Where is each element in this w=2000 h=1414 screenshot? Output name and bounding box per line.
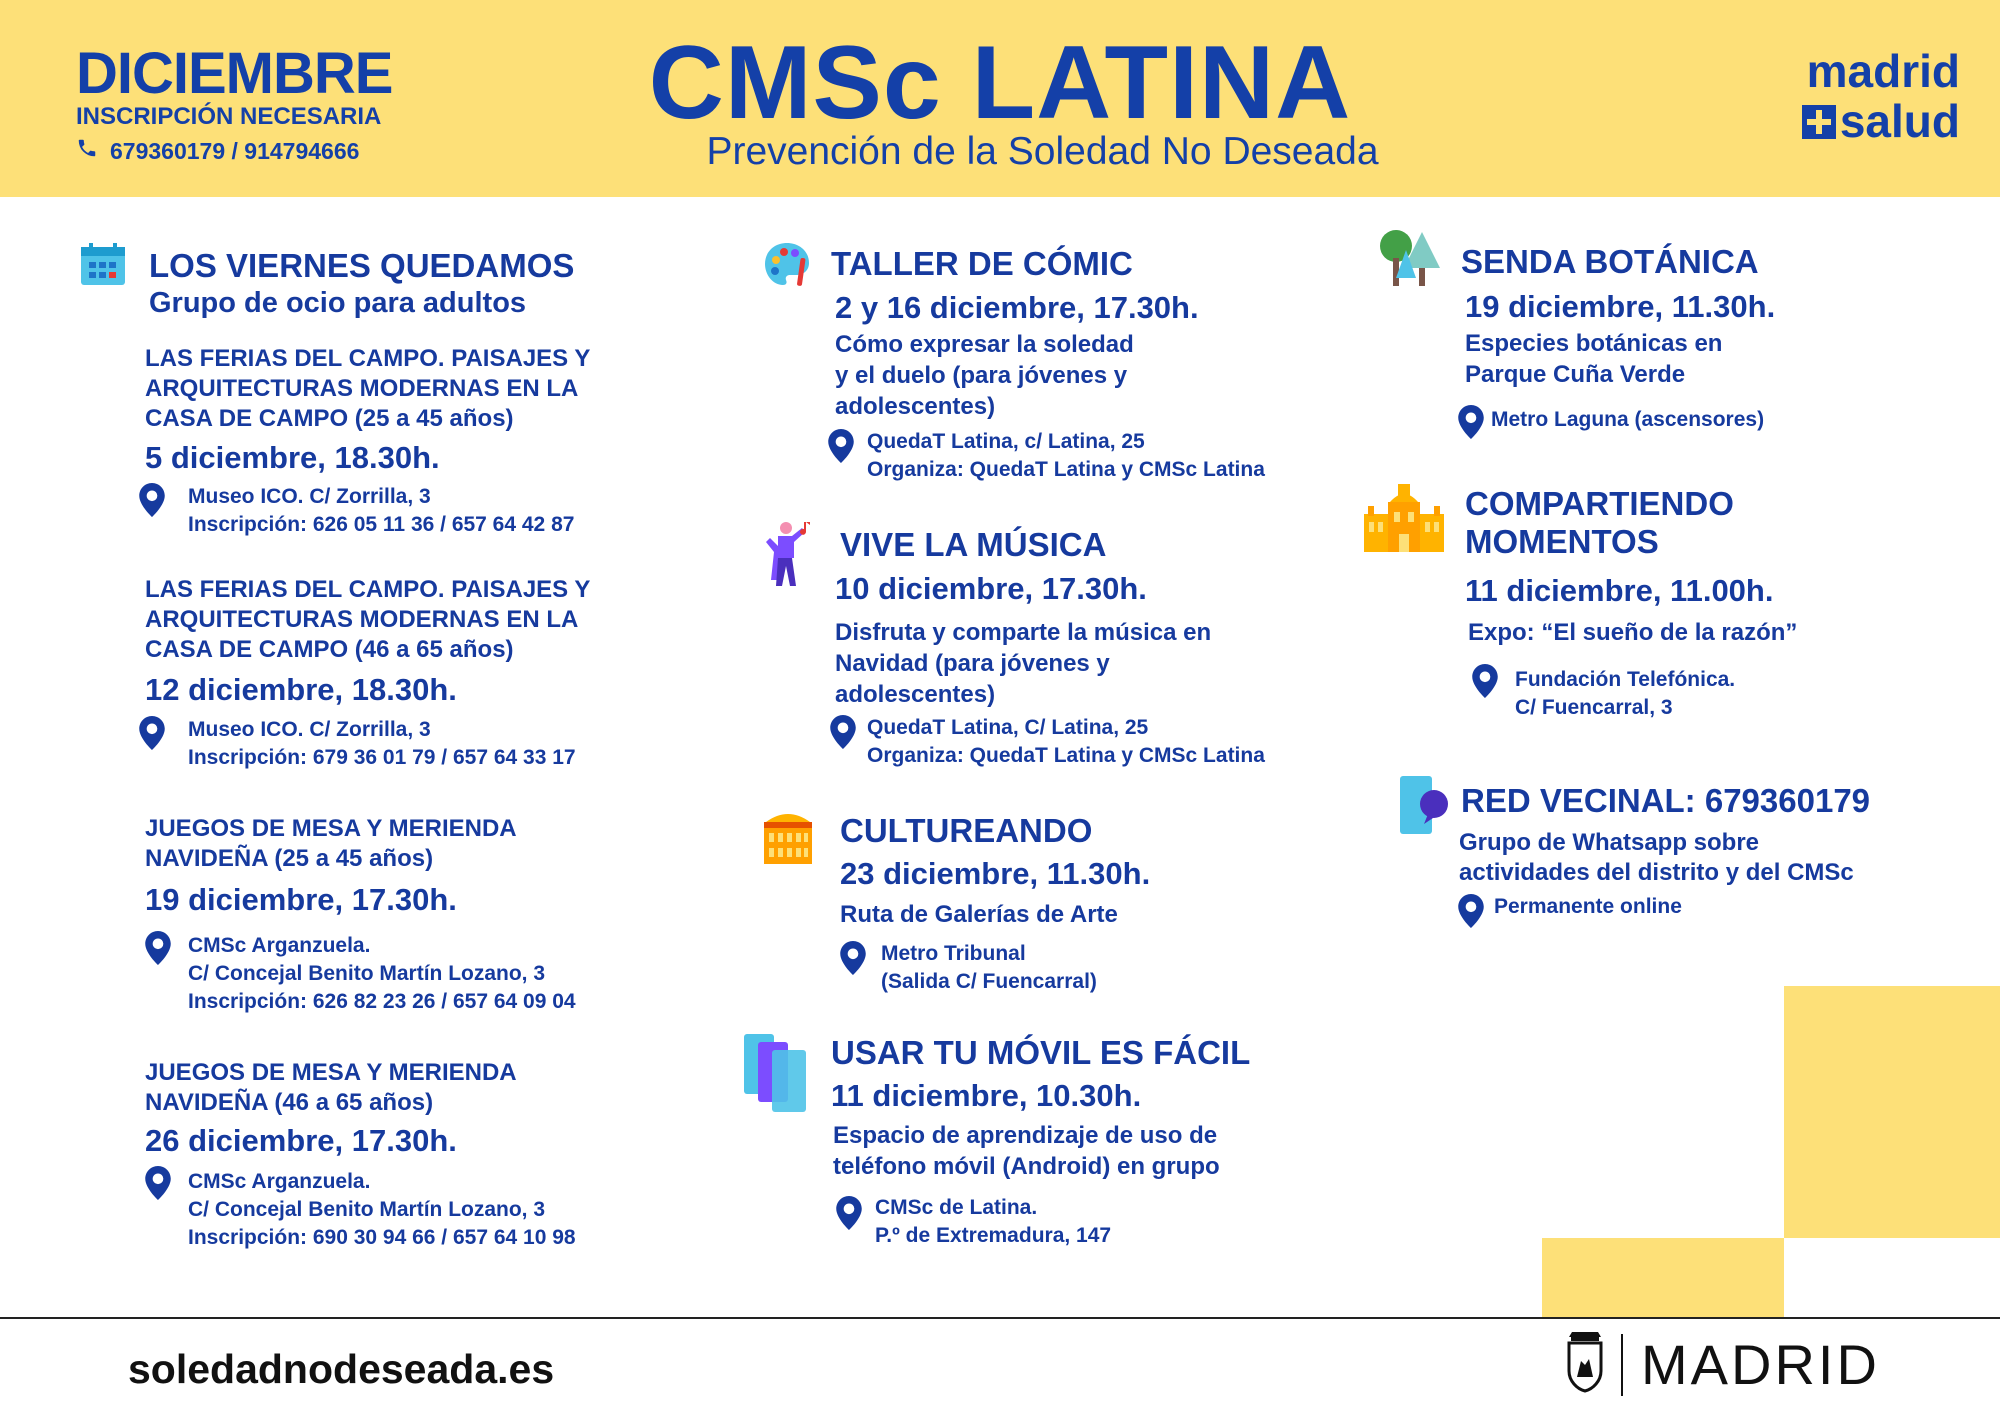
event-title-line: CASA DE CAMPO (25 a 45 años) [145, 405, 514, 432]
event-location: Inscripción: 626 82 23 26 / 657 64 09 04 [188, 990, 576, 1013]
event-date: 12 diciembre, 18.30h. [145, 672, 457, 707]
chat-phone-icon [1398, 774, 1452, 841]
museum-icon [760, 808, 816, 873]
event-location: Permanente online [1494, 895, 1682, 918]
location-pin-icon [1458, 894, 1484, 928]
event-description: Espacio de aprendizaje de uso de [833, 1122, 1218, 1149]
event-title-line: CASA DE CAMPO (46 a 65 años) [145, 636, 514, 663]
mobile-phones-icon [742, 1032, 810, 1119]
logo-separator [1621, 1334, 1623, 1396]
event-title-line: JUEGOS DE MESA Y MERIENDA [145, 1059, 517, 1086]
event-description: Grupo de Whatsapp sobre [1459, 829, 1760, 856]
section-heading-red-vecinal: RED VECINAL: 679360179 [1461, 782, 1871, 819]
event-description: y el duelo (para jóvenes y [835, 362, 1128, 389]
event-location: C/ Concejal Benito Martín Lozano, 3 [188, 962, 546, 985]
phone-numbers: 679360179 / 914794666 [110, 138, 360, 164]
event-description: Ruta de Galerías de Arte [840, 901, 1118, 928]
section-heading-viernes: LOS VIERNES QUEDAMOS [149, 247, 575, 284]
madrid-city-logo [1565, 1331, 1880, 1398]
event-location: Organiza: QuedaT Latina y CMSc Latina [867, 744, 1265, 767]
location-pin-icon [828, 429, 854, 463]
event-description: adolescentes) [835, 393, 996, 420]
event-title-line: ARQUITECTURAS MODERNAS EN LA [145, 375, 579, 402]
location-pin-icon [1472, 664, 1498, 698]
month-label: DICIEMBRE [76, 41, 393, 106]
event-date: 5 diciembre, 18.30h. [145, 440, 440, 475]
section-heading-compartiendo: MOMENTOS [1465, 523, 1659, 560]
location-pin-icon [836, 1196, 862, 1230]
event-description: Navidad (para jóvenes y [835, 650, 1110, 677]
event-title-line: NAVIDEÑA (46 a 65 años) [145, 1089, 434, 1116]
decorative-block [1542, 1238, 1784, 1318]
event-description: Especies botánicas en [1465, 330, 1723, 357]
page-title: CMSc LATINA [648, 25, 1352, 141]
section-heading-botanica: SENDA BOTÁNICA [1461, 243, 1759, 280]
event-location: QuedaT Latina, C/ Latina, 25 [867, 716, 1149, 739]
city-name: MADRID [1641, 1333, 1880, 1396]
location-pin-icon [830, 715, 856, 749]
dancing-person-icon [758, 520, 814, 595]
logo-line-2: salud [1839, 95, 1960, 147]
logo-line-1: madrid [1806, 45, 1960, 97]
location-pin-icon [840, 941, 866, 975]
event-title-line: ARQUITECTURAS MODERNAS EN LA [145, 606, 579, 633]
event-location: C/ Concejal Benito Martín Lozano, 3 [188, 1198, 546, 1221]
event-location: CMSc de Latina. [875, 1196, 1038, 1219]
event-date: 26 diciembre, 17.30h. [145, 1123, 457, 1158]
event-date: 2 y 16 diciembre, 17.30h. [835, 290, 1199, 325]
palace-icon [1360, 482, 1448, 559]
event-location: Inscripción: 690 30 94 66 / 657 64 10 98 [188, 1226, 576, 1249]
event-location: Inscripción: 679 36 01 79 / 657 64 33 17 [188, 746, 576, 769]
event-date: 10 diciembre, 17.30h. [835, 571, 1147, 606]
footer-divider [0, 1317, 2000, 1319]
section-heading-cultureando: CULTUREANDO [840, 812, 1093, 849]
event-location: Fundación Telefónica. [1515, 668, 1736, 691]
registration-note: INSCRIPCIÓN NECESARIA [76, 103, 382, 130]
event-description: actividades del distrito y del CMSc [1459, 859, 1854, 886]
event-location: Museo ICO. C/ Zorrilla, 3 [188, 718, 431, 741]
event-date: 19 diciembre, 11.30h. [1465, 289, 1776, 324]
plus-icon [1802, 105, 1836, 139]
event-title-line: LAS FERIAS DEL CAMPO. PAISAJES Y [145, 576, 591, 603]
event-location: C/ Fuencarral, 3 [1515, 696, 1673, 719]
event-date: 23 diciembre, 11.30h. [840, 856, 1151, 891]
section-heading-musica: VIVE LA MÚSICA [840, 526, 1107, 563]
event-description: Disfruta y comparte la música en [835, 619, 1212, 646]
event-location: Metro Tribunal [881, 942, 1026, 965]
location-pin-icon [1458, 405, 1484, 439]
event-location: (Salida C/ Fuencarral) [881, 970, 1097, 993]
event-location: Museo ICO. C/ Zorrilla, 3 [188, 485, 431, 508]
website-link[interactable]: soledadnodeseada.es [128, 1346, 555, 1392]
location-pin-icon [139, 716, 165, 750]
page-subtitle: Prevención de la Soledad No Deseada [706, 130, 1379, 173]
event-description: Parque Cuña Verde [1465, 361, 1686, 388]
location-pin-icon [145, 1166, 171, 1200]
calendar-icon [80, 242, 126, 291]
section-heading-movil: USAR TU MÓVIL ES FÁCIL [831, 1034, 1251, 1071]
event-location: CMSc Arganzuela. [188, 1170, 371, 1193]
event-location: Metro Laguna (ascensores) [1491, 408, 1765, 431]
event-date: 11 diciembre, 10.30h. [831, 1078, 1142, 1113]
madrid-salud-logo [1802, 46, 1960, 146]
location-pin-icon [139, 483, 165, 517]
section-heading-compartiendo: COMPARTIENDO [1465, 485, 1734, 522]
event-description: Expo: “El sueño de la razón” [1468, 619, 1798, 646]
section-heading-comic: TALLER DE CÓMIC [831, 245, 1133, 282]
trees-icon [1376, 228, 1444, 295]
section-subheading-viernes: Grupo de ocio para adultos [149, 287, 527, 319]
event-description: adolescentes) [835, 681, 996, 708]
event-title-line: NAVIDEÑA (25 a 45 años) [145, 845, 434, 872]
location-pin-icon [145, 931, 171, 965]
event-location: CMSc Arganzuela. [188, 934, 371, 957]
palette-icon [762, 240, 812, 295]
event-location: P.º de Extremadura, 147 [875, 1224, 1112, 1247]
event-location: Organiza: QuedaT Latina y CMSc Latina [867, 458, 1265, 481]
coat-of-arms-icon [1565, 1331, 1605, 1398]
event-title-line: LAS FERIAS DEL CAMPO. PAISAJES Y [145, 345, 591, 372]
event-title-line: JUEGOS DE MESA Y MERIENDA [145, 815, 517, 842]
event-date: 11 diciembre, 11.00h. [1465, 573, 1774, 608]
event-description: Cómo expresar la soledad [835, 331, 1134, 358]
event-date: 19 diciembre, 17.30h. [145, 882, 457, 917]
event-description: teléfono móvil (Android) en grupo [833, 1153, 1220, 1180]
event-location: Inscripción: 626 05 11 36 / 657 64 42 87 [188, 513, 575, 536]
decorative-block [1784, 986, 2000, 1238]
event-location: QuedaT Latina, c/ Latina, 25 [867, 430, 1145, 453]
